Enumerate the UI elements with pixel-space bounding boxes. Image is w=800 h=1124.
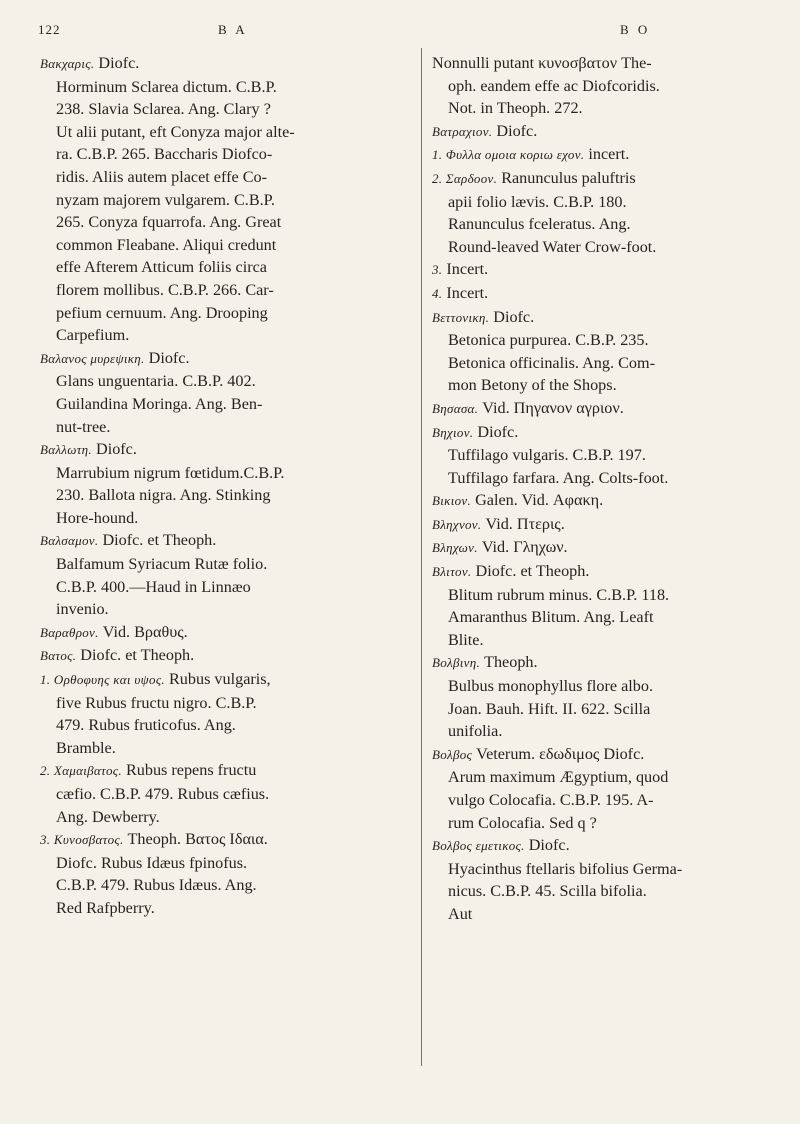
dictionary-entry [432, 167, 784, 258]
entry-text: Betonica officinalis. Ang. Com- [448, 353, 655, 372]
entry-line [432, 421, 784, 445]
entry-text: invenio. [56, 600, 109, 619]
entry-text: Diofc. et Theoph. [102, 531, 217, 550]
greek-headword: 3. Κυνοσβατος. [40, 832, 124, 848]
entry-line [40, 897, 412, 920]
entry-line [40, 98, 412, 121]
entry-line [40, 484, 412, 507]
dictionary-entry [432, 258, 784, 282]
entry-text: nut-tree. [56, 417, 111, 436]
greek-headword: 2. Χαμαιβατος. [40, 763, 122, 779]
entry-line [432, 167, 784, 191]
greek-headword: Βαλανος μυρεψικη. [40, 350, 145, 366]
dictionary-entry [432, 397, 784, 421]
entry-line [432, 834, 784, 858]
entry-text: Blitum rubrum minus. C.B.P. 118. [448, 585, 670, 604]
dictionary-entry [40, 529, 412, 620]
dictionary-entry [40, 668, 412, 759]
entry-text: Diofc. et Theoph. [80, 646, 195, 665]
entry-line [432, 374, 784, 397]
greek-headword: Βληχων. [432, 540, 478, 556]
entry-text: nyzam majorem vulgarem. C.B.P. [56, 190, 275, 209]
entry-text: Ut alii putant, eft Conyza major alte- [56, 122, 295, 141]
entry-line [432, 812, 784, 835]
entry-text: Vid. Γληχων. [481, 538, 568, 557]
entry-line [432, 903, 784, 926]
dictionary-entry [40, 828, 412, 919]
entry-line [432, 329, 784, 352]
entry-line [432, 513, 784, 537]
dictionary-entry [432, 421, 784, 490]
entry-text: Incert. [446, 283, 489, 302]
entry-line [432, 489, 784, 513]
entry-line [40, 529, 412, 553]
entry-text: apii folio lævis. C.B.P. 180. [448, 192, 627, 211]
greek-headword: Βατος. [40, 648, 77, 664]
entry-text: Amaranthus Blitum. Ang. Leaft [448, 608, 654, 627]
entry-line [40, 347, 412, 371]
entry-line [432, 282, 784, 306]
entry-text: 265. Conyza fquarrofa. Ang. Great [56, 213, 282, 232]
entry-line [432, 675, 784, 698]
entry-line [432, 651, 784, 675]
entry-text: Diofc. [96, 440, 137, 459]
entry-line [40, 598, 412, 621]
entry-line [432, 306, 784, 330]
greek-headword: 1. Φυλλα ομοια κοριω εχον. [432, 147, 585, 163]
entry-line [40, 302, 412, 325]
entry-line [40, 121, 412, 144]
entry-text: oph. eandem effe ac Diofcoridis. [448, 76, 660, 95]
entry-line [432, 467, 784, 490]
entry-line [40, 438, 412, 462]
entry-text: Round-leaved Water Crow-foot. [448, 237, 657, 256]
entry-text: incert. [588, 145, 630, 164]
entry-line [40, 189, 412, 212]
entry-line [40, 852, 412, 875]
entry-line [40, 644, 412, 668]
entry-line [40, 234, 412, 257]
entry-text: 238. Slavia Sclarea. Ang. Clary ? [56, 100, 271, 119]
greek-headword: Βληχνον. [432, 516, 482, 532]
entry-text: mon Betony of the Shops. [448, 376, 617, 395]
dictionary-entry [40, 759, 412, 828]
dictionary-entry [432, 306, 784, 397]
dictionary-entry [432, 536, 784, 560]
entry-text: Diofc. Rubus Idæus fpinofus. [56, 853, 248, 872]
dictionary-entry [40, 644, 412, 668]
entry-text: Diofc. [148, 348, 190, 367]
entry-line [40, 576, 412, 599]
entry-text: Vid. Βραθυς. [102, 622, 188, 641]
entry-text: vulgo Colocafia. C.B.P. 195. A- [448, 791, 654, 809]
greek-headword: 4. [432, 285, 443, 301]
entry-line [432, 560, 784, 584]
entry-text: Nonnulli putant κυνοσβατον The- [432, 54, 652, 72]
entry-text: Tuffilago vulgaris. C.B.P. 197. [448, 446, 646, 465]
greek-headword: Βακχαρις. [40, 56, 95, 71]
entry-line [432, 743, 784, 767]
dictionary-entry [40, 347, 412, 438]
entry-line [40, 370, 412, 393]
entry-text: C.B.P. 479. Rubus Idæus. Ang. [56, 876, 257, 895]
entry-text: Vid. Πηγανον αγριον. [482, 398, 624, 417]
entry-line [40, 324, 412, 347]
entry-text: Ang. Dewberry. [56, 807, 160, 826]
dictionary-entry [432, 52, 784, 120]
entry-line [40, 166, 412, 189]
entry-text: Hore-hound. [56, 508, 139, 527]
greek-headword: Βολβινη. [432, 655, 481, 671]
entry-text: Theoph. [484, 653, 538, 672]
entry-line [432, 236, 784, 259]
greek-headword: Βαραθρον. [40, 624, 99, 640]
dictionary-entry [432, 489, 784, 513]
entry-line [432, 352, 784, 375]
entry-line [432, 52, 784, 75]
entry-text: Bramble. [56, 738, 116, 757]
entry-line [432, 720, 784, 743]
entry-text: Red Rafpberry. [56, 898, 155, 917]
dictionary-entry [432, 120, 784, 144]
dictionary-entry [432, 743, 784, 834]
entry-line [432, 584, 784, 607]
left-column [40, 52, 412, 920]
entry-line [432, 444, 784, 467]
entry-line [40, 714, 412, 737]
entry-line [40, 553, 412, 576]
entry-line [432, 789, 784, 812]
entry-line [432, 75, 784, 98]
greek-headword: Βολβος [432, 746, 473, 762]
entry-text: Betonica purpurea. C.B.P. 235. [448, 331, 649, 350]
entry-text: unifolia. [448, 722, 503, 741]
entry-text: Arum maximum Ægyptium, quod [448, 768, 669, 787]
entry-line [40, 507, 412, 530]
entry-line [432, 629, 784, 652]
greek-headword: Βηχιον. [432, 424, 474, 440]
entry-line [40, 874, 412, 897]
dictionary-entry [40, 621, 412, 645]
dictionary-entry [432, 513, 784, 537]
entry-text: Veterum. εδωδιμος Diofc. [476, 744, 645, 763]
entry-line [40, 52, 412, 76]
entry-text: 479. Rubus fruticofus. Ang. [56, 716, 236, 735]
entry-text: Diofc. [477, 422, 519, 441]
greek-headword: Βαλσαμον. [40, 533, 99, 549]
entry-text: Diofc. [98, 54, 140, 72]
dictionary-entry [432, 282, 784, 306]
entry-line [432, 880, 784, 903]
greek-headword: 1. Ορθοφυης και υψος. [40, 672, 165, 688]
entry-text: Guilandina Moringa. Ang. Ben- [56, 394, 263, 413]
entry-text: Diofc. et Theoph. [475, 562, 590, 581]
entry-text: C.B.P. 400.—Haud in Linnæo [56, 577, 251, 596]
entry-line [432, 120, 784, 144]
entry-text: ra. C.B.P. 265. Baccharis Diofco- [56, 145, 273, 164]
entry-text: Vid. Πτερις. [485, 514, 565, 533]
entry-line [40, 393, 412, 416]
entry-line [432, 606, 784, 629]
entry-text: Carpefium. [56, 326, 130, 345]
entry-line [432, 858, 784, 881]
entry-line [40, 692, 412, 715]
dictionary-entry [432, 560, 784, 651]
entry-text: common Fleabane. Aliqui credunt [56, 235, 277, 254]
entry-text: effe Afterem Atticum foliis circa [56, 258, 267, 277]
entry-text: Balfamum Syriacum Rutæ folio. [56, 555, 268, 574]
entry-text: Horminum Sclarea dictum. C.B.P. [56, 77, 277, 96]
entry-text: Aut [448, 904, 473, 923]
dictionary-entry [432, 651, 784, 742]
entry-text: Bulbus monophyllus flore albo. [448, 677, 654, 696]
dictionary-entry [432, 143, 784, 167]
entry-line [40, 783, 412, 806]
entry-line [40, 279, 412, 302]
entry-line [40, 668, 412, 692]
greek-headword: Βαλλωτη. [40, 442, 92, 458]
entry-line [432, 97, 784, 120]
greek-headword: Βησασα. [432, 400, 479, 416]
entry-line [432, 143, 784, 167]
right-running-head: B O [620, 22, 651, 37]
entry-line [432, 191, 784, 214]
greek-headword: 2. Σαρδοον. [432, 170, 498, 186]
greek-headword: Βολβος εμετικος. [432, 838, 525, 854]
entry-text: Diofc. [528, 836, 570, 855]
entry-text: Diofc. [493, 307, 535, 326]
entry-text: florem mollibus. C.B.P. 266. Car- [56, 280, 274, 299]
entry-line [432, 213, 784, 236]
greek-headword: 3. [432, 262, 443, 278]
entry-line [40, 462, 412, 485]
entry-text: Hyacinthus ftellaris bifolius Germa- [448, 859, 683, 878]
left-running-head: B A [218, 22, 248, 37]
entry-text: Ranunculus fceleratus. Ang. [448, 215, 631, 234]
entry-line [432, 766, 784, 789]
entry-line [40, 256, 412, 279]
entry-text: Glans unguentaria. C.B.P. 402. [56, 372, 256, 391]
entry-text: Rubus repens fructu [125, 761, 257, 780]
entry-line [432, 698, 784, 721]
entry-line [40, 211, 412, 234]
page-header [0, 22, 800, 46]
entry-text: five Rubus fructu nigro. C.B.P. [56, 693, 257, 712]
entry-text: 230. Ballota nigra. Ang. Stinking [56, 486, 271, 505]
entry-text: Joan. Bauh. Hift. II. 622. Scilla [448, 699, 651, 718]
right-column [432, 52, 784, 926]
entry-text: Tuffilago farfara. Ang. Colts-foot. [448, 468, 669, 487]
entry-line [40, 737, 412, 760]
entry-line [432, 397, 784, 421]
entry-text: pefium cernuum. Ang. Drooping [56, 303, 268, 322]
greek-headword: Βλιτον. [432, 564, 472, 580]
entry-text: Incert. [446, 260, 489, 279]
entry-text: rum Colocafia. Sed q ? [448, 813, 597, 832]
greek-headword: Βικιον. [432, 493, 472, 509]
entry-text: Marrubium nigrum fœtidum.C.B.P. [56, 463, 285, 482]
dictionary-entry [40, 438, 412, 529]
column-divider [421, 48, 422, 1066]
entry-line [432, 258, 784, 282]
entry-text: nicus. C.B.P. 45. Scilla bifolia. [448, 882, 647, 901]
greek-headword: Βατραχιον. [432, 123, 493, 139]
dictionary-entry [40, 52, 412, 347]
entry-line [432, 536, 784, 560]
entry-text: Rubus vulgaris, [168, 670, 271, 689]
entry-text: Blite. [448, 630, 484, 649]
entry-line [40, 143, 412, 166]
entry-line [40, 621, 412, 645]
entry-text: cæfio. C.B.P. 479. Rubus cæfius. [56, 785, 270, 803]
page-number: 122 [38, 22, 61, 37]
entry-text: Not. in Theoph. 272. [448, 99, 583, 118]
entry-text: Galen. Vid. Αφακη. [475, 491, 604, 510]
entry-text: ridis. Aliis autem placet effe Co- [56, 167, 267, 186]
entry-line [40, 759, 412, 783]
entry-text: Ranunculus paluftris [501, 168, 636, 187]
dictionary-entry [432, 834, 784, 925]
entry-line [40, 416, 412, 439]
entry-line [40, 828, 412, 852]
entry-text: Theoph. Βατος Ιδαια. [127, 830, 268, 849]
entry-line [40, 806, 412, 829]
greek-headword: Βεττονικη. [432, 309, 490, 325]
entry-text: Diofc. [496, 121, 538, 140]
entry-line [40, 76, 412, 99]
